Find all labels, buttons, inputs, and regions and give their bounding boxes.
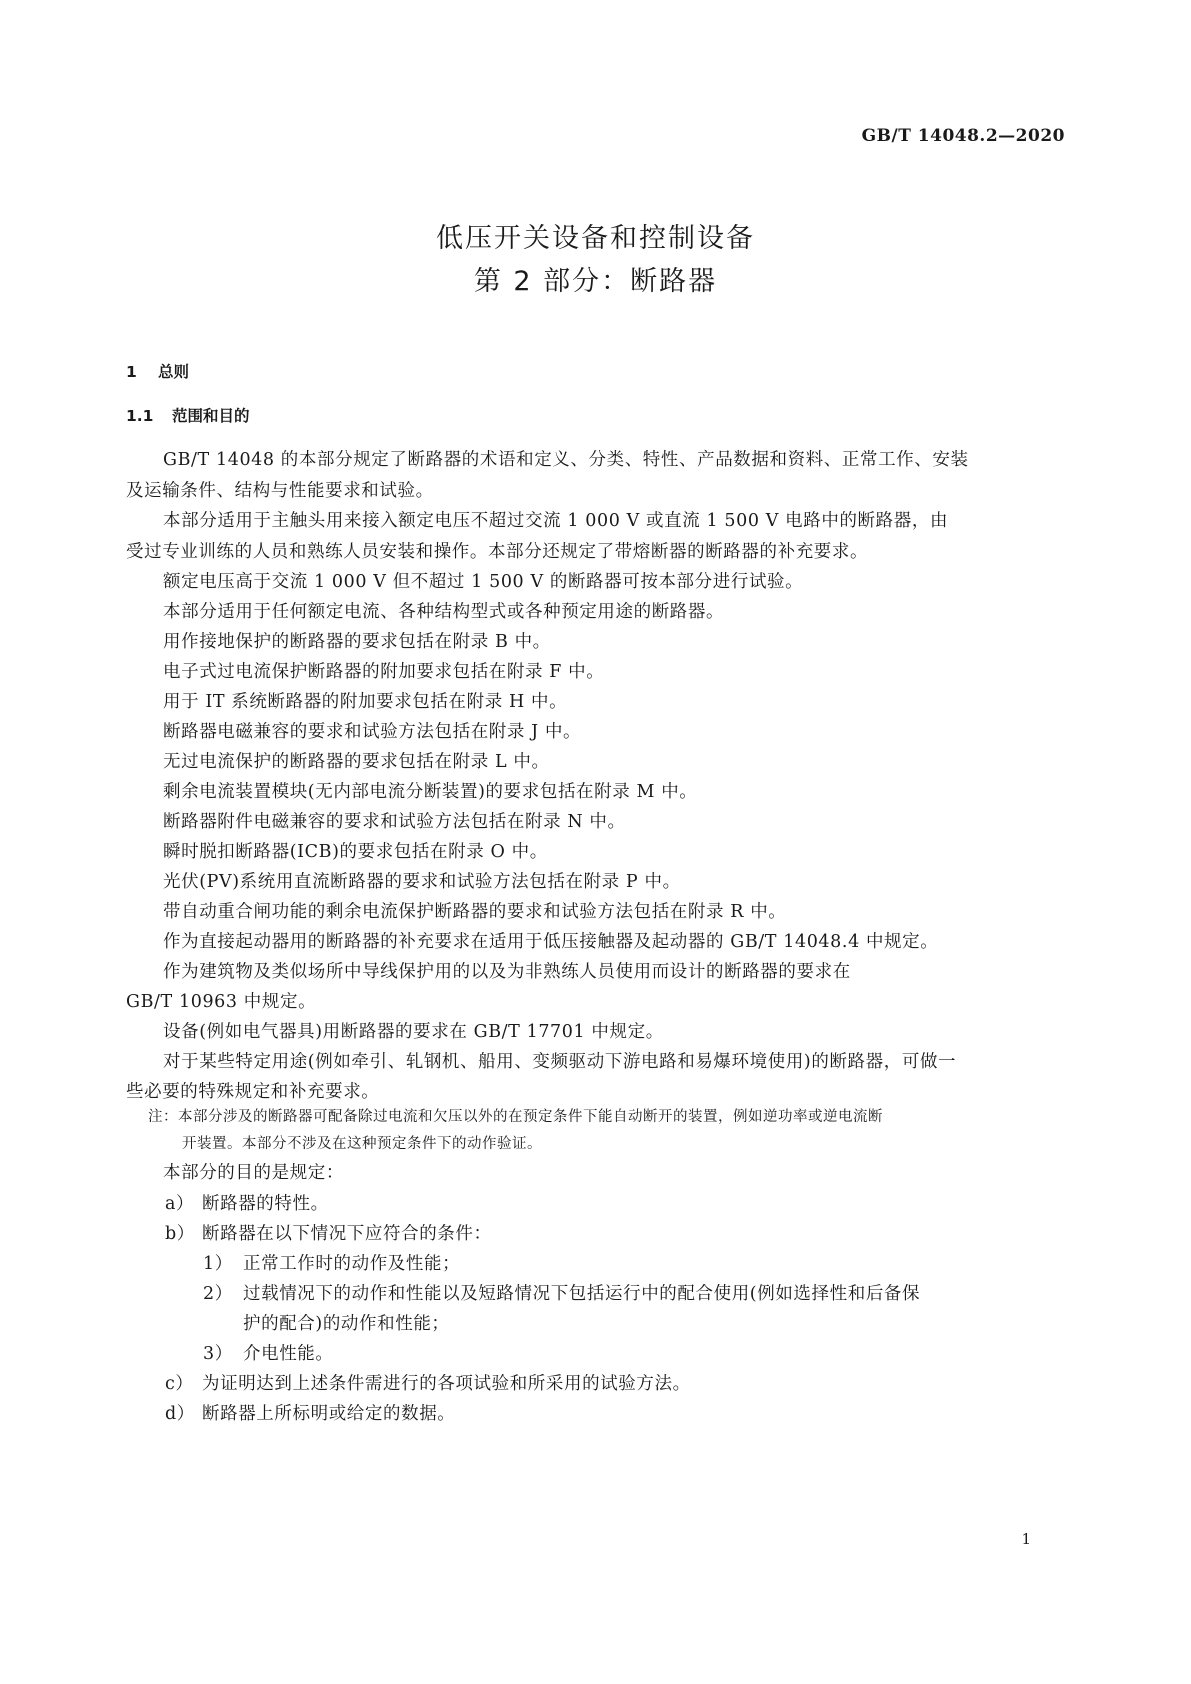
paragraph-line: 剩余电流装置模块(无内部电流分断装置)的要求包括在附录 M 中。	[163, 782, 698, 802]
note-line: 开装置。本部分不涉及在这种预定条件下的动作验证。	[182, 1136, 542, 1152]
paragraph-line: 断路器电磁兼容的要求和试验方法包括在附录 J 中。	[163, 722, 582, 742]
paragraph-line: 带自动重合闸功能的剩余电流保护断路器的要求和试验方法包括在附录 R 中。	[163, 902, 787, 922]
list-label: c）	[165, 1374, 194, 1394]
paragraph-line: 额定电压高于交流 1 000 V 但不超过 1 500 V 的断路器可按本部分进行试验。	[163, 572, 804, 592]
paragraph-line: 及运输条件、结构与性能要求和试验。	[126, 481, 434, 501]
list-label: 3）	[203, 1344, 233, 1364]
sub-list-item-continuation: 护的配合)的动作和性能；	[243, 1314, 450, 1334]
list-label: 1）	[203, 1254, 233, 1274]
list-item	[165, 1190, 329, 1215]
paragraph-line: 断路器附件电磁兼容的要求和试验方法包括在附录 N 中。	[163, 812, 626, 832]
paragraph-line: 用于 IT 系统断路器的附加要求包括在附录 H 中。	[163, 692, 568, 712]
paragraph-line: 瞬时脱扣断路器(ICB)的要求包括在附录 O 中。	[163, 842, 548, 862]
paragraph-line: 光伏(PV)系统用直流断路器的要求和试验方法包括在附录 P 中。	[163, 872, 681, 892]
list-text: 断路器在以下情况下应符合的条件：	[202, 1224, 492, 1244]
standard-number: GB/T 14048.2—2020	[861, 126, 1065, 146]
page-number: 1	[1021, 1530, 1031, 1548]
section-1-heading	[126, 360, 189, 382]
sub-list-item	[203, 1340, 334, 1365]
list-text: 断路器上所标明或给定的数据。	[202, 1404, 456, 1424]
sub-list-item	[203, 1280, 920, 1305]
note-line: 注：本部分涉及的断路器可配备除过电流和欠压以外的在预定条件下能自动断开的装置，例如逆功率或逆电流断	[148, 1109, 883, 1125]
paragraph-line: 作为建筑物及类似场所中导线保护用的以及为非熟练人员使用而设计的断路器的要求在	[163, 962, 851, 982]
sub-list-item	[203, 1250, 460, 1275]
paragraph-line: 作为直接起动器用的断路器的补充要求在适用于低压接触器及起动器的 GB/T 14048.4 中规定。	[163, 932, 939, 952]
paragraph-line: 对于某些特定用途(例如牵引、轧钢机、船用、变频驱动下游电路和易爆环境使用)的断路器，可做一	[163, 1052, 957, 1072]
section-number: 1.1	[126, 407, 154, 425]
list-label: a）	[165, 1194, 195, 1214]
paragraph-line: 用作接地保护的断路器的要求包括在附录 B 中。	[163, 632, 551, 652]
paragraph-line: 些必要的特殊规定和补充要求。	[126, 1082, 380, 1102]
list-item	[165, 1220, 492, 1245]
paragraph-line: 本部分适用于主触头用来接入额定电压不超过交流 1 000 V 或直流 1 500 V 电路中的断路器，由	[163, 511, 949, 531]
paragraph-line: 无过电流保护的断路器的要求包括在附录 L 中。	[163, 752, 550, 772]
list-label: d）	[165, 1404, 195, 1424]
list-label: 2）	[203, 1284, 233, 1304]
section-number: 1	[126, 363, 137, 381]
list-text: 介电性能。	[243, 1344, 334, 1364]
paragraph-line: 电子式过电流保护断路器的附加要求包括在附录 F 中。	[163, 662, 605, 682]
section-title: 总则	[158, 363, 190, 381]
list-label: b）	[165, 1224, 195, 1244]
paragraph-line: 设备(例如电气器具)用断路器的要求在 GB/T 17701 中规定。	[163, 1022, 664, 1042]
paragraph-line: GB/T 10963 中规定。	[126, 992, 317, 1012]
paragraph-line: 本部分适用于任何额定电流、各种结构型式或各种预定用途的断路器。	[163, 602, 725, 622]
list-text: 过载情况下的动作和性能以及短路情况下包括运行中的配合使用(例如选择性和后备保	[243, 1284, 921, 1304]
section-title: 范围和目的	[172, 407, 250, 425]
list-text: 为证明达到上述条件需进行的各项试验和所采用的试验方法。	[202, 1374, 691, 1394]
list-item	[165, 1370, 691, 1395]
list-text: 断路器的特性。	[202, 1194, 329, 1214]
document-title-line1: 低压开关设备和控制设备	[436, 223, 755, 254]
paragraph-line: GB/T 14048 的本部分规定了断路器的术语和定义、分类、特性、产品数据和资料、正常工作、安装	[163, 450, 969, 470]
paragraph-line: 受过专业训练的人员和熟练人员安装和操作。本部分还规定了带熔断器的断路器的补充要求。	[126, 542, 869, 562]
list-item	[165, 1400, 455, 1425]
section-1-1-heading	[126, 404, 250, 426]
list-text: 正常工作时的动作及性能；	[243, 1254, 461, 1274]
document-title-line2: 第 2 部分：断路器	[473, 266, 718, 297]
purpose-intro: 本部分的目的是规定：	[163, 1163, 344, 1183]
